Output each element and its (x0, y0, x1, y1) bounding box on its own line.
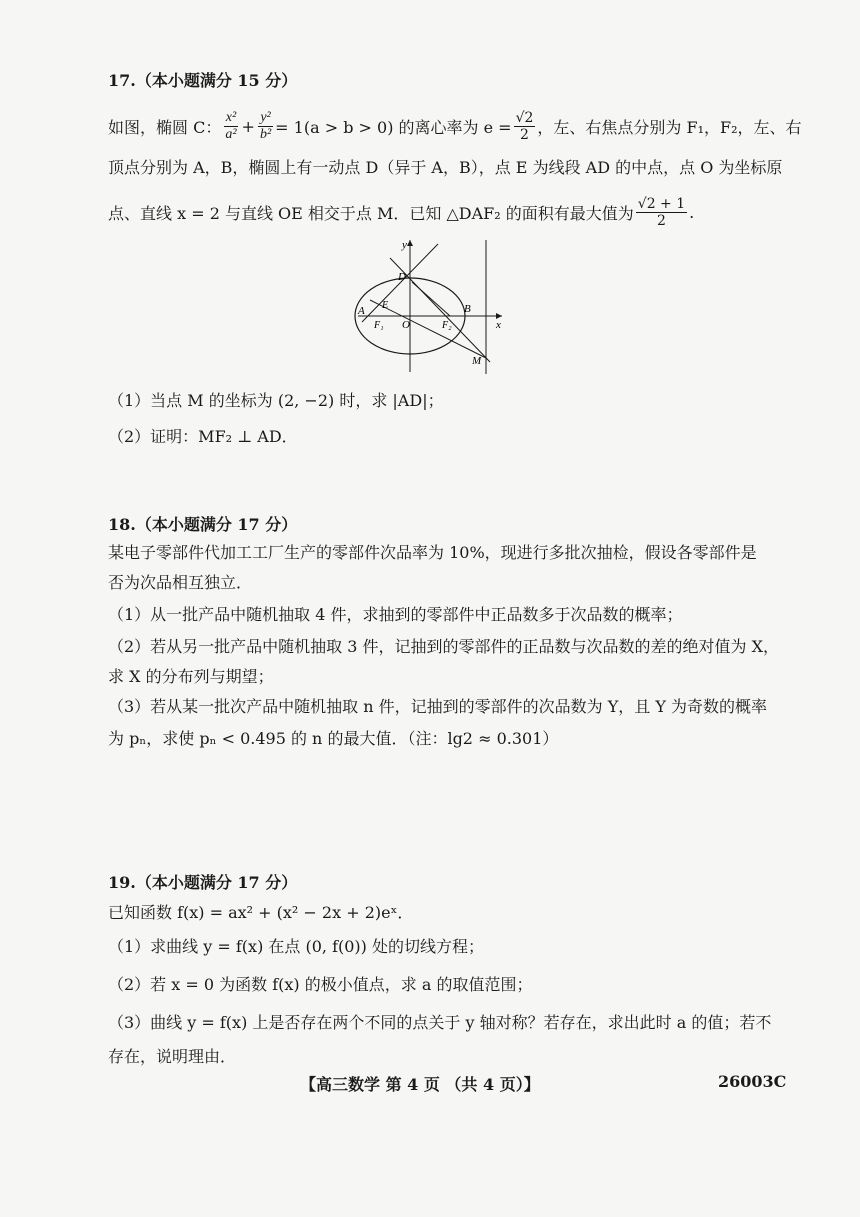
label-f1: F₁ (374, 320, 384, 331)
eccentricity-frac (514, 110, 536, 143)
ellipse-frac-y (258, 110, 273, 143)
e-num: √2 (515, 109, 534, 126)
label-x: x (496, 319, 501, 331)
q17-line1-b: = 1(a > b > 0) 的离心率为 e = (275, 117, 512, 137)
label-d: D (398, 271, 406, 283)
exam-code: 26003C (718, 1072, 787, 1091)
q18-part2-a: （2）若从另一批产品中随机抽取 3 件，记抽到的零部件的正品数与次品数的差的绝对值为 X， (108, 637, 780, 656)
q19-part1: （1）求曲线 y = f(x) 在点 (0, f(0)) 处的切线方程； (108, 937, 484, 956)
q19-part2: （2）若 x = 0 为函数 f(x) 的极小值点，求 a 的取值范围； (108, 975, 533, 994)
ellipse-figure (350, 236, 510, 376)
e-den: 2 (520, 126, 529, 143)
frac-x-num: x² (225, 109, 237, 125)
frac-y-num: y² (260, 109, 271, 125)
area-frac (636, 196, 687, 229)
q18-part3-a: （3）若从某一批次产品中随机抽取 n 件，记抽到的零部件的次品数为 Y，且 Y 为奇数的概率 (108, 697, 768, 716)
area-num: √2 + 1 (637, 195, 686, 212)
q17-line3 (108, 190, 798, 234)
q18-part3-b: 为 pₙ，求使 pₙ < 0.495 的 n 的最大值．（注：lg2 ≈ 0.301） (108, 729, 559, 748)
q17-title: 17.（本小题满分 15 分） (108, 71, 298, 90)
q18-title: 18.（本小题满分 17 分） (108, 515, 298, 534)
frac-x-den: a² (225, 126, 237, 142)
q17-part1: （1）当点 M 的坐标为 (2, −2) 时，求 |AD|； (108, 391, 444, 410)
label-a: A (358, 305, 365, 317)
label-y: y (402, 239, 407, 251)
q18-part2-b: 求 X 的分布列与期望； (108, 667, 274, 686)
q19-part3-a: （3）曲线 y = f(x) 上是否存在两个不同的点关于 y 轴对称？若存在，求出此时 a 的值；若不 (108, 1013, 772, 1032)
q18-line1: 某电子零部件代加工工厂生产的零部件次品率为 10%，现进行多批次抽检，假设各零部件是 (108, 543, 757, 562)
label-m: M (472, 355, 482, 367)
q19-line1: 已知函数 f(x) = ax² + (x² − 2x + 2)eˣ． (108, 903, 414, 922)
label-o: O (402, 319, 410, 331)
q19-title: 19.（本小题满分 17 分） (108, 873, 298, 892)
area-den: 2 (657, 212, 666, 229)
q17-line1-c: ，左、右焦点分别为 F₁，F₂，左、右 (537, 117, 802, 137)
q17-line3-a: 点、直线 x = 2 与直线 OE 相交于点 M．已知 △DAF₂ 的面积有最大值为 (108, 203, 634, 223)
q18-line2: 否为次品相互独立． (108, 573, 253, 592)
ellipse-frac-x (223, 110, 238, 143)
y-axis-arrow (407, 240, 413, 246)
q17-line1-a: 如图，椭圆 C： (108, 117, 222, 137)
q17-line2: 顶点分别为 A，B，椭圆上有一动点 D（异于 A，B），点 E 为线段 AD 的中点，点 O 为坐标原 (108, 158, 783, 177)
q17-line3-b: . (689, 202, 695, 222)
label-f2: F₂ (442, 320, 452, 331)
q17-line1: 如图，椭圆 C： $\frac{\text{x²}}{\text{a²}}$ + $\frac{\text{y²}}{\text{b²}}$ = 1(a > b > 0) 的离心率为 e = $\frac{√2}{2}$ ，左、右焦点分别为 F₁，F₂，左、右 (108, 109, 802, 143)
line-ad (362, 244, 438, 322)
label-e: E (382, 300, 389, 311)
q17-part2: （2）证明：MF₂ ⊥ AD． (108, 427, 298, 446)
q18-part1: （1）从一批产品中随机抽取 4 件，求抽到的零部件中正品数多于次品数的概率； (108, 605, 683, 624)
label-b: B (464, 303, 471, 315)
q19-part3-b: 存在，说明理由． (108, 1047, 237, 1066)
page-footer-label: 【高三数学 第 4 页 （共 4 页）】 (300, 1075, 540, 1094)
frac-y-den: b² (259, 126, 272, 142)
